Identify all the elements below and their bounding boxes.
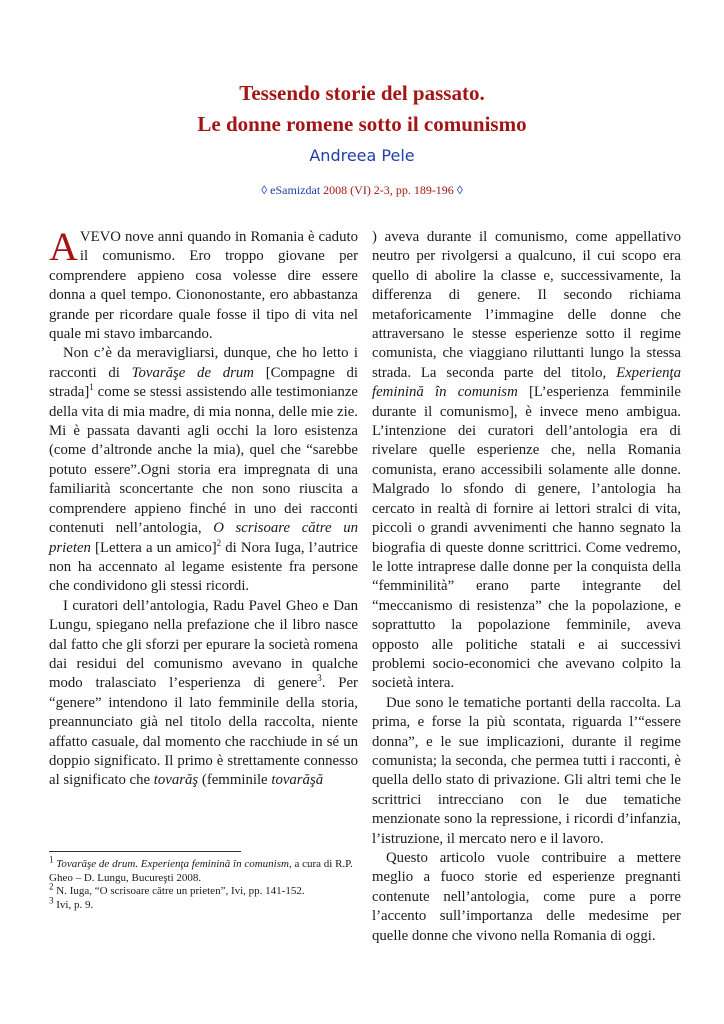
diamond-left-icon: ◊ <box>261 183 268 197</box>
article-title <box>0 78 724 140</box>
footnote-divider <box>49 851 241 852</box>
paragraph-5: Questo articolo vuole contribuire a mettere meglio a fuoco storie ed esperienze pregnanti contenute nell’antologia, come pure a porre l’accento sull’importanza delle medesime per quelle donne che vivono nella Romania di oggi. <box>372 850 681 944</box>
footnotes <box>49 854 358 912</box>
title-line-2: Le donne romene sotto il comunismo <box>197 112 527 136</box>
footnote-3: $^3$ Ivi, p. 9. <box>49 895 94 911</box>
subtitle-title: Experienţa feminină în comunism <box>372 364 681 401</box>
journal-volume: (VI) 2-3, <box>350 183 393 197</box>
pages-label: pp. <box>395 183 411 197</box>
source-citation <box>0 183 724 198</box>
opening-small-caps: VEVO <box>79 229 121 245</box>
body-column-right <box>372 228 681 946</box>
page-range: 189-196 <box>413 183 454 197</box>
footnote-ref-3[interactable]: 3 <box>317 673 322 684</box>
footnote-ref-1[interactable]: 1 <box>89 382 94 393</box>
paragraph-1: AVEVO nove anni quando in Romania è caduto il comunismo. Ero troppo giovane per comprendere appieno cosa volesse dire essere donna a quel tempo. Ciononostante, ero abbastanza grande per ricordare quale fosse il tipo di vita nel quale mi stavo imbarcando. <box>49 224 358 343</box>
paragraph-4: Due sono le tematiche portanti della raccolta. La prima, e forse la più scontata, riguarda l’“essere donna”, e le sue implicazioni, durante il regime comunista; la seconda, che permea tutti i racconti, è quella dello stato di privazione. Gli altri temi che le scrittrici intrecciano con le due tematiche menzionate sono la repressione, i ricordi d’infanzia, l’istruzione, il mercato nero e il lavoro. <box>372 694 681 847</box>
paragraph-3-cont: ) aveva durante il comunismo, come appellativo neutro per rivolgersi a qualcuno, il cui scopo era quello di abolire la classe e, successivamente, la differenza di genere. Il secondo richiama metaforicamente l’immagine delle donne che attraversano le stesse esperienze sotto il regime comunista, che viaggiano riluttanti lungo la stessa strada. La seconda parte del titolo, Experienţa feminină în comunism [L’esperienza femminile durante il comunismo], è invece meno ambigua. L’intenzione dei curatori dell’antologia era di rivelare quelle esperienze che, nella Romania comunista, erano accessibili solamente alle donne. Malgrado lo sfondo di genere, l’antologia ha cercato in realtà di fornire ai lettori stralci di vita, piccoli o grandi avvenimenti che hanno segnato la biografia di queste donne scrittrici. Come vedremo, le lotte intraprese dalle donne per la conquista della “femminilità” erano parte integrante del “meccanismo di resistenza” che la popolazione, e soprattutto la popolazione femminile, aveva opposto alle politiche statali e ai successivi problemi socio-economici che avevano colpito la società intera. <box>372 229 681 692</box>
footnote-ref-2[interactable]: 2 <box>216 537 222 548</box>
drop-cap: A <box>49 224 78 269</box>
book-title: Tovarăşe de drum <box>131 364 254 381</box>
paragraph-3-start: I curatori dell’antologia, Radu Pavel Gheo e Dan Lungu, spiegano nella prefazione che il libro nasce dal fatto che gli sforzi per epurare la società romena dai residui del comunismo avevano in qualche modo tralasciato l’esperienza di genere$^3$. Per “genere” intendono il lato femminile della storia, preannunciato già nel titolo della raccolta, niente affatto casuale, dal momento che racchiude in sé un doppio significato. Il primo è strettamente connesso al significato che tovarăş (femminile tovarăşă <box>49 597 358 789</box>
footnote-1: $^1$ Tovarăşe de drum. Experienţa feminină în comunism, a cura di R.P. Gheo – D. Lungu, Bucureşti 2008. <box>49 854 353 884</box>
footnote-2: $^2$ N. Iuga, “O scrisoare către un prieten”, Ivi, pp. 141-152. <box>49 881 305 898</box>
author-name: Andreea Pele <box>309 146 415 165</box>
journal-year: 2008 <box>323 183 348 197</box>
journal-name: eSamizdat <box>270 183 321 197</box>
title-line-1: Tessendo storie del passato. <box>239 81 485 105</box>
story-title: O scrisoare către un prieten <box>49 520 358 556</box>
body-column-left <box>49 224 358 791</box>
diamond-right-icon: ◊ <box>456 183 463 197</box>
paragraph-2: Non c’è da meravigliarsi, dunque, che ho letto i racconti di Tovarăşe de drum [Compagne di strada]$^1$ come se stessi assistendo alle testimonianze della vita di mia madre, di mia nonna, delle mie zie. Mi è passata davanti agli occhi la loro esistenza (come d’altronde anche la mia), quel che “sarebbe potuto essere”.Ogni storia era impregnata di una familiarità sconcertante che non sono riuscita a comprendere appieno finché in uno dei racconti contenuti nell’antologia, O scrisoare către un prieten [Lettera a un amico]$^2$ di Nora Iuga, l’autrice non ha accennato al legame esistente fra persone che condividono gli stessi ricordi. <box>49 345 358 595</box>
